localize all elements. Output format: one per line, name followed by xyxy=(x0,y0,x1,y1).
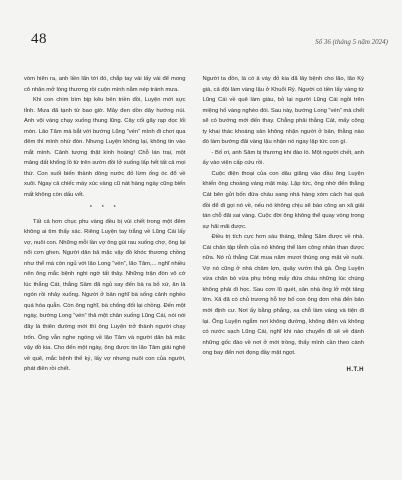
paragraph: Người ta đồn, là có ả váy đỏ kia đã lây bệnh cho lão, lão Ký già, cả đội làm vàng lậu ở Khuổi Rỷ. Người có tiền lấy vàng từ Lũng Cái về quê làm giàu, bỏ lại người Lũng Cái ngồi trên miệng hố vàng nghèo đói. Sau này, bướng Long “vén” mà chết sẽ có bướng mới đến thay. Chẳng phải thằng Cát, mấy công ty khai thác khoáng sản không nhận người ở bản, thằng nào đó làm bướng đãi vàng lậu nhận nó ngay lập tức con gì. xyxy=(202,76,364,146)
article-body xyxy=(24,74,364,375)
section-divider: * * * xyxy=(89,204,120,211)
paragraph: Cuộc điện thoại của con dâu giăng vào đầu ông Luyện khiến ông choáng váng mặt mày. Lập tức, ông nhờ đến thằng Cát bên gửi bốn đứa cháu sang nhà hàng xóm cách hai quả đồi để đi gọi nó về, nếu nó không chịu sẽ báo công an xã giải tán chỗ đãi sai vàng. Cuộc đời ông không thể quay vòng trong sự hãi mãi được. xyxy=(202,170,364,230)
paragraph: Tất cả hơn chục phu vàng đều bị vùi chết trong một đêm không ai tìm thấy xác. Riêng Luyện tay trắng về Lũng Cái lấy vợ, nuôi con. Những mỗi lần vợ ông gùi rau xuống chợ, ông lại nổi cơn ghen. Người dân bả mặc vậy đồ khóc thương chồng như thể mà còn ngủ với lão Long “vén”, lão Tâm,... nghĩ nhiều nên ông mắc bệnh nghi ngờ tất thảy. Những trận đòn vô cớ lúc thắng Cát, thắng Sâm đã ngủ say đến bà ra bỏ xứ, ăn là ngón rồi nhảy xuống. Người ở bản nghĩ bà sống cảnh nghèo quá hóa quẫn. Còn ông nghĩ, bà chống đối lại chồng. Đến một ngày, bướng Long “vén” thả một chân xuống Lũng Cái, nói nói đây là thiên đường mới thì ông Luyện trở thành người chạy trốn. Ông vẫn nghe ngóng về lão Tâm và người dân bả mặc vậy đồ kia. Cho đến một ngày, ông được tin lão Tâm giải nghệ về quê, mắc bệnh thế kỷ, lấy vợ nhưng nuôi con của người, phát điên rồi chết. xyxy=(24,218,186,373)
paragraph: Khi con chim bìm bịp kêu bên triền đồi, Luyện mới sực tỉnh. Mưa đã tạnh từ bao giờ. Mây đen dồn dây hướng núi. Anh vội vàng chạy xuống thung lũng. Cây cối gãy rạp dọc lối mòn. Lão Tâm mà bắt với bướng Lũng “vén” mình đi chơi qua đêm thì mình nhừ đòn. Nhưng Luyện không lại, không tin vào mắt mình. Cảnh tượng thật kinh hoàng! Chỗ lán trại, một mảng đất khổng lồ từ trên sườn đồi lở xuống lấp hết tất cả mọi thứ. Con suối biến thành dòng nước đỏ lừm ống óc đổ về xuôi. Ngay cả chiếc máy xúc vàng cũ nát hàng ngày cũng biến mất không còn dấu vết. xyxy=(24,97,186,199)
paragraph: vòm hiên ra, anh liền lẩn tới đó, chắp tay vái lấy vái để mong cô nhân mở lòng thương rồi cuộn mình nằm nép tránh mưa. xyxy=(24,76,186,93)
article-column-right xyxy=(203,74,365,375)
page-header xyxy=(24,0,388,74)
paragraph: Điều trị tích cực hơn sáu tháng, thằng Sâm được về nhà. Cái chân tập tễnh của nó không thể làm công nhân than được nữa. Nó rủ thằng Cát mua năm mươi thùng ong mật về nuôi. Vợ nó cũng ở nhà chăm lợn, quây vườn thả gà. Ông Luyện vừa chăn bò vừa phụ trông mấy đứa cháu những lúc chúng không phải đi học. Sau cơn lũ quét, sân nhà ông lở một tảng lớn. Xã đã có chủ trương hỗ trợ bố con ông đơn nhà đến bản mới định cư. Nơi ấy bằng phẳng, xa chỗ làm vàng và tiện đi lại. Ông Luyện ngắm nơi không đường, không điện và không có nước sạch Lũng Cái, nghĩ khi nào chuyển đi sẽ về đánh những gốc đào về nơi ở mới trồng, thấy mình cần theo cành ong bay đến nơi đọng đầy mật ngọt. xyxy=(202,234,364,357)
author-signature: H.T.H xyxy=(346,366,364,373)
paragraph: - Bố ơi, anh Sâm bị thương khi đào lò. Một người chết, anh ấy vào viện cấp cứu rồi. xyxy=(202,149,364,167)
issue-label: Số 36 (tháng 5 năm 2024) xyxy=(315,38,388,46)
page-number: 48 xyxy=(31,31,47,47)
article-column-left xyxy=(24,74,186,375)
